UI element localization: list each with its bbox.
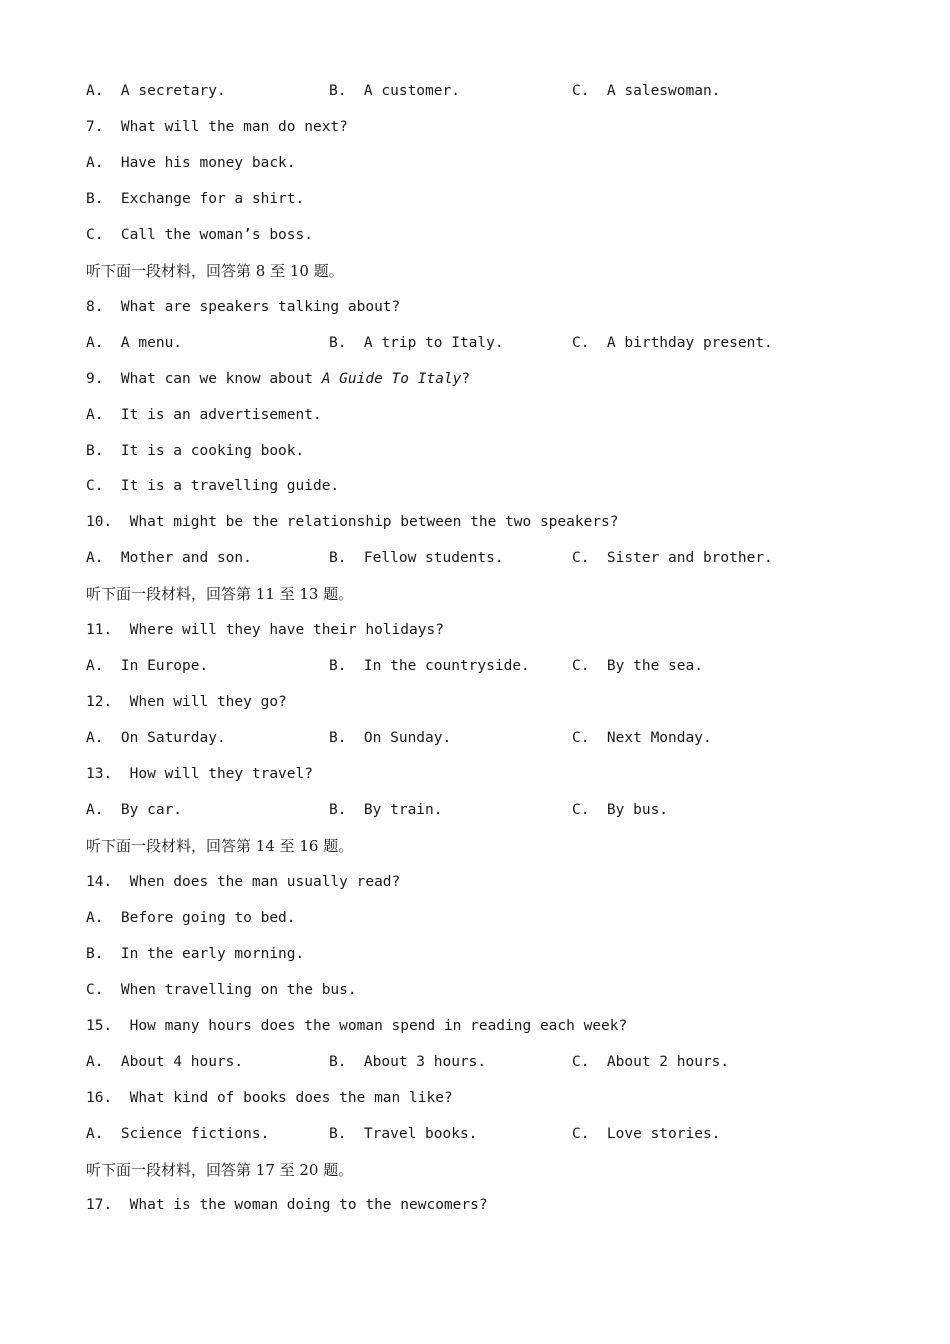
answer-option-b: B. Travel books. [329,1126,478,1142]
question-line: C. When travelling on the bus. [86,982,357,998]
question-line: 15. How many hours does the woman spend in reading each week? [86,1018,628,1034]
question-line: A. Have his money back. [86,155,296,171]
answer-option-c: C. Sister and brother. [572,550,773,566]
answer-option-c: C. By bus. [572,802,669,818]
book-title: A Guide To Italy [321,371,462,387]
question-line: B. Exchange for a shirt. [86,191,305,207]
section-instruction: 听下面一段材料，回答第 8 至 10 题。 [86,262,344,280]
answer-option-c: C. Love stories. [572,1126,721,1142]
question-line: C. Call the woman’s boss. [86,227,313,243]
answer-option-a: A. Science fictions. [86,1126,270,1142]
section-instruction: 听下面一段材料，回答第 14 至 16 题。 [86,837,354,855]
answer-option-b: B. In the countryside. [329,658,530,674]
answer-option-a: A. On Saturday. [86,730,226,746]
answer-option-c: C. A saleswoman. [572,83,721,99]
question-line: B. In the early morning. [86,946,305,962]
answer-option-b: B. A trip to Italy. [329,335,504,351]
question-line: A. It is an advertisement. [86,407,322,423]
section-instruction: 听下面一段材料，回答第 11 至 13 题。 [86,585,354,603]
question-line: 11. Where will they have their holidays? [86,622,444,638]
answer-option-a: A. By car. [86,802,183,818]
answer-option-a: A. A menu. [86,335,183,351]
question-line: 10. What might be the relationship between the two speakers? [86,514,619,530]
section-instruction: 听下面一段材料，回答第 17 至 20 题。 [86,1161,354,1179]
answer-option-a: A. About 4 hours. [86,1054,244,1070]
answer-option-a: A. A secretary. [86,83,226,99]
question-prefix: 9. What can we know about [86,371,322,387]
answer-option-b: B. By train. [329,802,443,818]
answer-option-c: C. Next Monday. [572,730,712,746]
question-line: 13. How will they travel? [86,766,313,782]
answer-option-b: B. On Sunday. [329,730,452,746]
answer-option-a: A. In Europe. [86,658,209,674]
answer-option-a: A. Mother and son. [86,550,252,566]
question-line: C. It is a travelling guide. [86,478,340,494]
answer-option-b: B. Fellow students. [329,550,504,566]
question-line: B. It is a cooking book. [86,443,305,459]
question-text [86,369,470,389]
answer-option-c: C. By the sea. [572,658,703,674]
question-line: 17. What is the woman doing to the newcomers? [86,1197,488,1213]
question-line: A. Before going to bed. [86,910,296,926]
question-line: 16. What kind of books does the man like? [86,1090,453,1106]
question-line: 7. What will the man do next? [86,119,348,135]
answer-option-b: B. About 3 hours. [329,1054,487,1070]
answer-option-c: C. A birthday present. [572,335,773,351]
question-line: 14. When does the man usually read? [86,874,401,890]
question-line: 8. What are speakers talking about? [86,299,401,315]
question-suffix: ? [461,371,471,387]
question-line: 12. When will they go? [86,694,287,710]
answer-option-b: B. A customer. [329,83,460,99]
answer-option-c: C. About 2 hours. [572,1054,730,1070]
